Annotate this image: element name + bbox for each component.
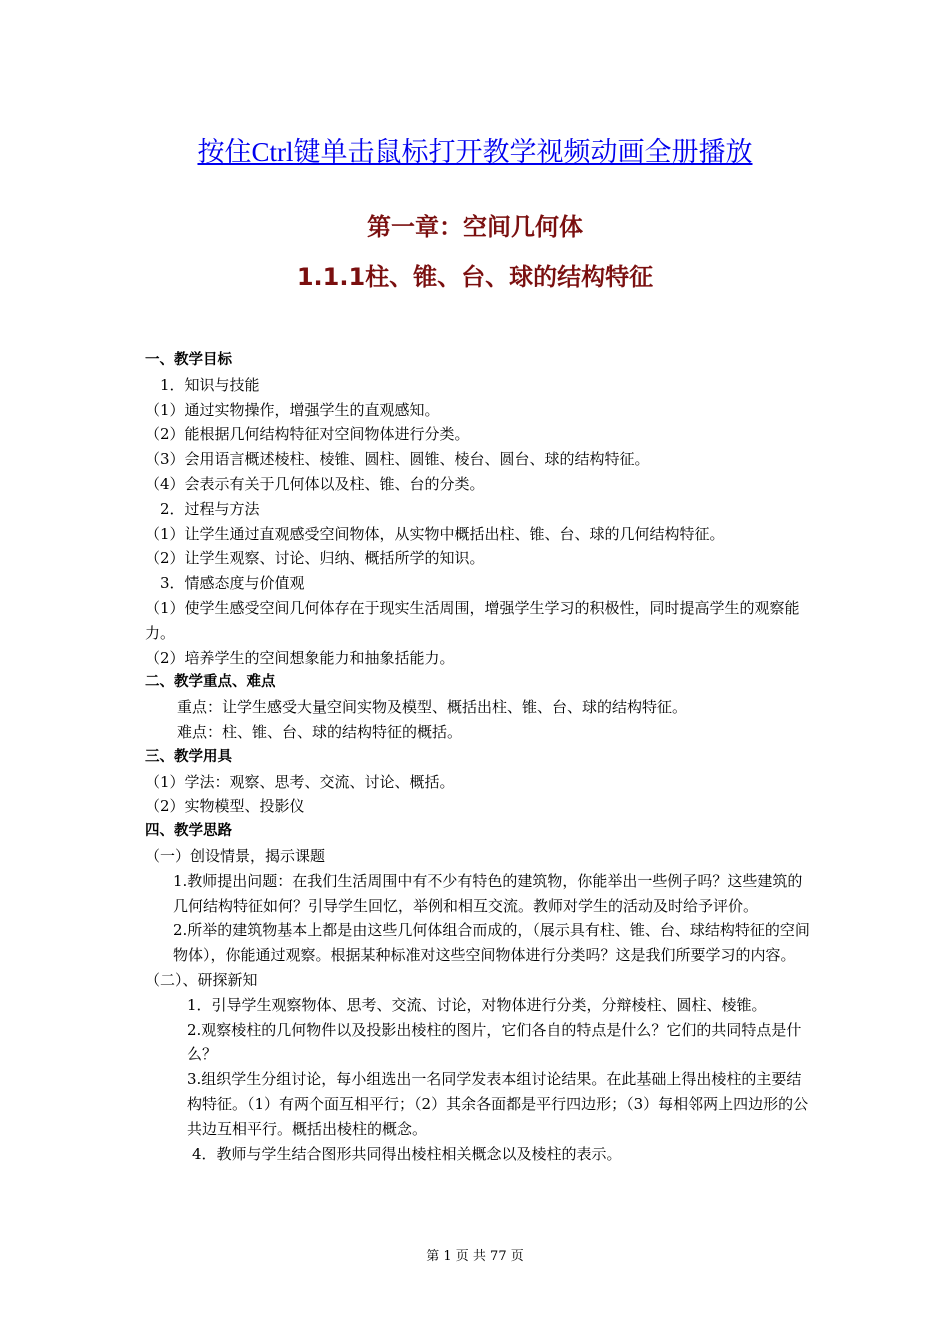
paragraph: 4．教师与学生结合图形共同得出棱柱相关概念以及棱柱的表示。	[192, 1144, 622, 1163]
heading-tools: 三、教学用具	[145, 748, 232, 765]
heading-key-points: 二、教学重点、难点	[145, 674, 276, 691]
paragraph-key-point: 重点：让学生感受大量空间实物及模型、概括出柱、锥、台、球的结构特征。	[177, 698, 688, 717]
paragraph: 2.观察棱柱的几何物件以及投影出棱柱的图片，它们各自的特点是什么？它们的共同特点是什么？	[187, 1020, 802, 1064]
paragraph: （1）让学生通过直观感受空间物体，从实物中概括出柱、锥、台、球的几何结构特征。	[145, 524, 725, 543]
paragraph: （1）使学生感受空间几何体存在于现实生活周围，增强学生学习的积极性，同时提高学生的观察能力。	[145, 598, 800, 642]
paragraph: （2）培养学生的空间想象能力和抽象括能力。	[145, 648, 455, 667]
video-link[interactable]: 按住Ctrl键单击鼠标打开教学视频动画全册播放	[197, 137, 753, 167]
subheading-knowledge: 1．知识与技能	[160, 375, 260, 394]
chapter-title: 第一章：空间几何体	[367, 213, 583, 241]
paragraph: 3.组织学生分组讨论，每小组选出一名同学发表本组讨论结果。在此基础上得出棱柱的主要结构特征。（1）有两个面互相平行；（2）其余各面都是平行四边形；（3）每相邻两上四边形的公共边互相平行。概括出棱柱的概念。	[187, 1070, 809, 1138]
page-footer: 第 1 页 共 77 页	[426, 1249, 524, 1264]
subheading-scenario: （一）创设情景，揭示课题	[145, 846, 326, 865]
subheading-explore: （二）、研探新知	[145, 970, 258, 989]
section-title: 1.1.1柱、锥、台、球的结构特征	[296, 263, 654, 291]
paragraph: 2.所举的建筑物基本上都是由这些几何体组合而成的，（展示具有柱、锥、台、球结构特征的空间物体），你能通过观察。根据某种标准对这些空间物体进行分类吗？这是我们所要学习的内容。	[173, 921, 810, 965]
paragraph: （4）会表示有关于几何体以及柱、锥、台的分类。	[145, 474, 485, 493]
paragraph: （3）会用语言概述棱柱、棱锥、圆柱、圆锥、棱台、圆台、球的结构特征。	[145, 450, 650, 469]
paragraph: （1）通过实物操作，增强学生的直观感知。	[145, 400, 440, 419]
document-body	[145, 348, 810, 1166]
heading-approach: 四、教学思路	[145, 823, 232, 840]
paragraph: （2）让学生观察、讨论、归纳、概括所学的知识。	[145, 549, 485, 568]
subheading-process: 2．过程与方法	[160, 499, 260, 518]
paragraph-difficulty: 难点：柱、锥、台、球的结构特征的概括。	[177, 722, 463, 741]
subheading-attitude: 3．情感态度与价值观	[160, 574, 305, 593]
paragraph: （1）学法：观察、思考、交流、讨论、概括。	[145, 772, 455, 791]
paragraph: （2）实物模型、投影仪	[145, 797, 305, 816]
paragraph: 1.教师提出问题：在我们生活周围中有不少有特色的建筑物，你能举出一些例子吗？这些建筑的几何结构特征如何？引导学生回忆，举例和相互交流。教师对学生的活动及时给予评价。	[173, 871, 803, 915]
paragraph: 1．引导学生观察物体、思考、交流、讨论，对物体进行分类，分辩棱柱、圆柱、棱锥。	[187, 995, 767, 1014]
paragraph: （2）能根据几何结构特征对空间物体进行分类。	[145, 425, 470, 444]
heading-objectives: 一、教学目标	[145, 352, 232, 368]
